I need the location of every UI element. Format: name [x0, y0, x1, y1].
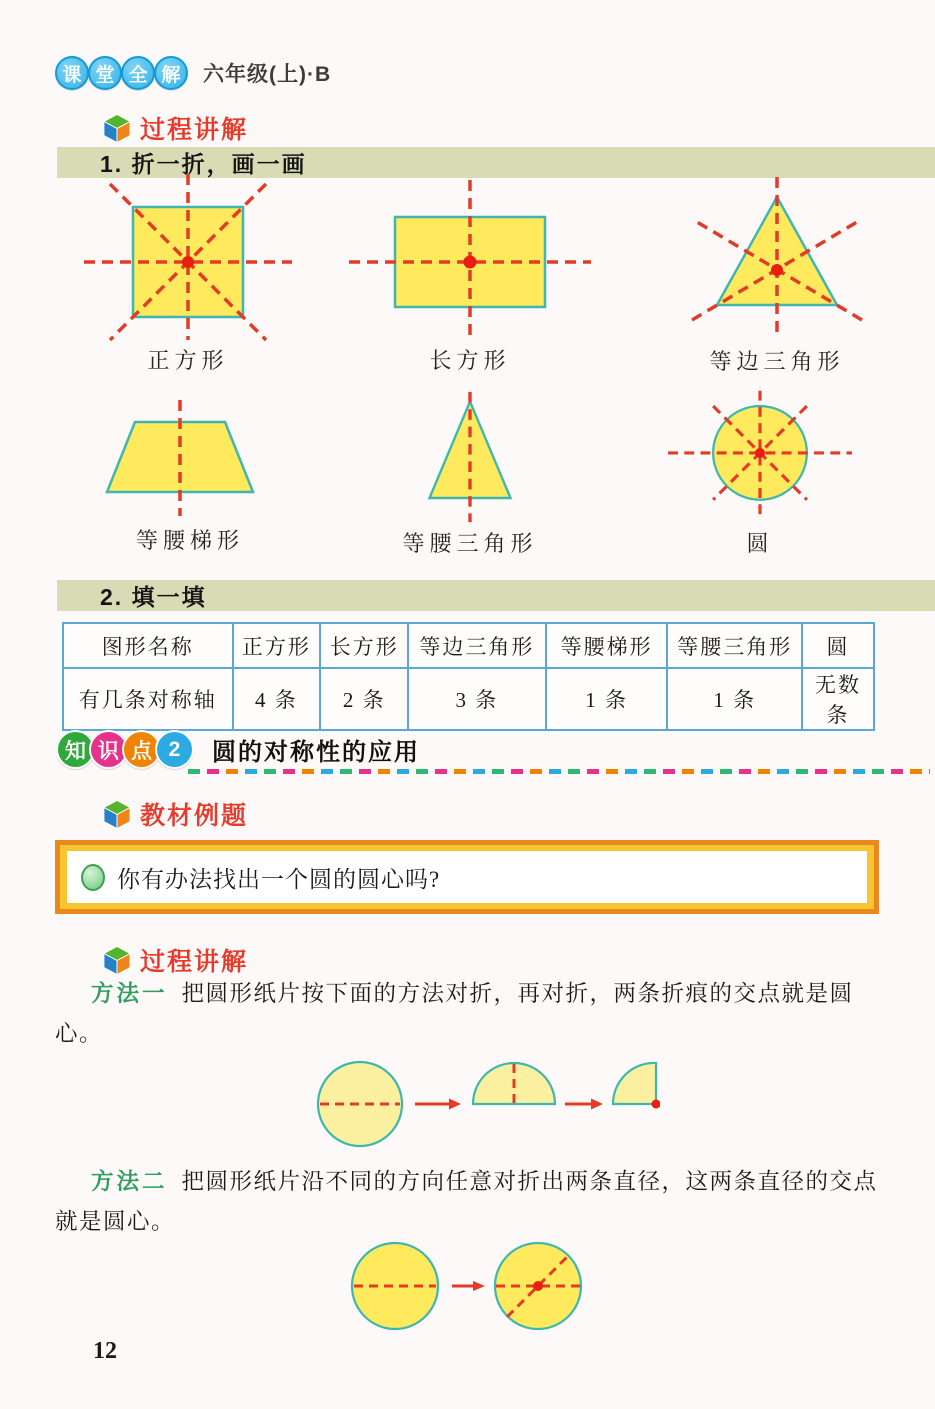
symmetry-table — [62, 622, 875, 731]
process-heading-title: 过程讲解 — [140, 116, 249, 144]
table-value-row — [63, 668, 874, 730]
edition-label: 六年级(上)·B — [203, 63, 332, 86]
table-cell: 无数条 — [802, 668, 874, 730]
badge-circle: 2 — [155, 730, 194, 769]
circle-label: 圆 — [746, 531, 774, 556]
logo-bubble: 解 — [154, 56, 188, 90]
table-cell: 图形名称 — [63, 623, 233, 668]
equilateral-triangle-label: 等边三角形 — [709, 349, 845, 374]
figure-rectangle — [345, 177, 595, 375]
table-cell: 等腰三角形 — [667, 623, 802, 668]
method1-label: 方法一 — [91, 981, 168, 1006]
figure-trapezoid — [90, 397, 290, 555]
method1-text: 把圆形纸片按下面的方法对折，再对折，两条折痕的交点就是圆心。 — [55, 981, 854, 1046]
example-heading — [103, 796, 248, 832]
square-figure-drawing — [78, 172, 298, 342]
isosceles-triangle-label: 等腰三角形 — [402, 531, 538, 556]
process-heading-title: 过程讲解 — [140, 948, 249, 976]
logo-bubble: 课 — [55, 56, 89, 90]
knowledge-point-title: 圆的对称性的应用 — [212, 739, 420, 766]
table-cell: 3 条 — [408, 668, 546, 730]
two-diameters-diagram — [350, 1238, 585, 1334]
table-cell: 4 条 — [233, 668, 321, 730]
trapezoid-label: 等腰梯形 — [135, 528, 244, 553]
logo-bubble: 全 — [121, 56, 155, 90]
fold-twice-diagram — [315, 1052, 660, 1157]
table-cell: 1 条 — [546, 668, 668, 730]
table-cell: 1 条 — [667, 668, 802, 730]
process-heading-1 — [103, 110, 248, 146]
method2-paragraph — [55, 1162, 885, 1242]
figure-equilateral-triangle — [657, 175, 897, 376]
multicolor-dashed-rule — [188, 769, 930, 774]
cube-icon — [103, 799, 131, 830]
figure-square — [78, 172, 298, 375]
example-heading-title: 教材例题 — [140, 802, 249, 830]
knowledge-point-badge — [56, 730, 420, 769]
figure-isosceles-triangle — [370, 390, 570, 558]
trapezoid-figure-drawing — [90, 397, 290, 519]
badge-circle: 点 — [122, 730, 161, 769]
table-cell: 长方形 — [320, 623, 408, 668]
equilateral-triangle-figure-drawing — [657, 175, 897, 343]
page-number: 12 — [93, 1338, 117, 1364]
rectangle-figure-drawing — [345, 177, 595, 342]
badge-circle: 识 — [89, 730, 128, 769]
table-cell: 正方形 — [233, 623, 321, 668]
rectangle-label: 长方形 — [429, 348, 511, 373]
cube-icon — [103, 113, 131, 144]
figure-circle — [650, 388, 870, 558]
table-cell: 等边三角形 — [408, 623, 546, 668]
step2-label: 2. 填一填 — [100, 584, 207, 610]
green-bullet-icon — [81, 864, 105, 891]
example-box-content — [67, 851, 867, 903]
square-label: 正方形 — [147, 348, 229, 373]
table-cell: 圆 — [802, 623, 874, 668]
table-cell: 有几条对称轴 — [63, 668, 233, 730]
table-cell: 2 条 — [320, 668, 408, 730]
brand-logo — [55, 56, 331, 90]
method1-paragraph — [55, 974, 885, 1054]
step1-label: 1. 折一折，画一画 — [100, 151, 307, 177]
step2-bar — [57, 580, 935, 611]
example-box-gold-frame — [60, 845, 874, 909]
logo-bubble: 堂 — [88, 56, 122, 90]
table-cell: 等腰梯形 — [546, 623, 668, 668]
badge-circle: 知 — [56, 730, 95, 769]
process-heading-2 — [103, 942, 248, 978]
cube-icon — [103, 945, 131, 976]
circle-figure-drawing — [650, 388, 870, 525]
example-box — [55, 840, 879, 914]
method2-text: 把圆形纸片沿不同的方向任意对折出两条直径，这两条直径的交点就是圆心。 — [55, 1169, 878, 1234]
table-header-row — [63, 623, 874, 668]
method2-label: 方法二 — [91, 1169, 168, 1194]
isosceles-triangle-figure-drawing — [410, 390, 530, 525]
example-question: 你有办法找出一个圆的圆心吗? — [117, 866, 441, 892]
